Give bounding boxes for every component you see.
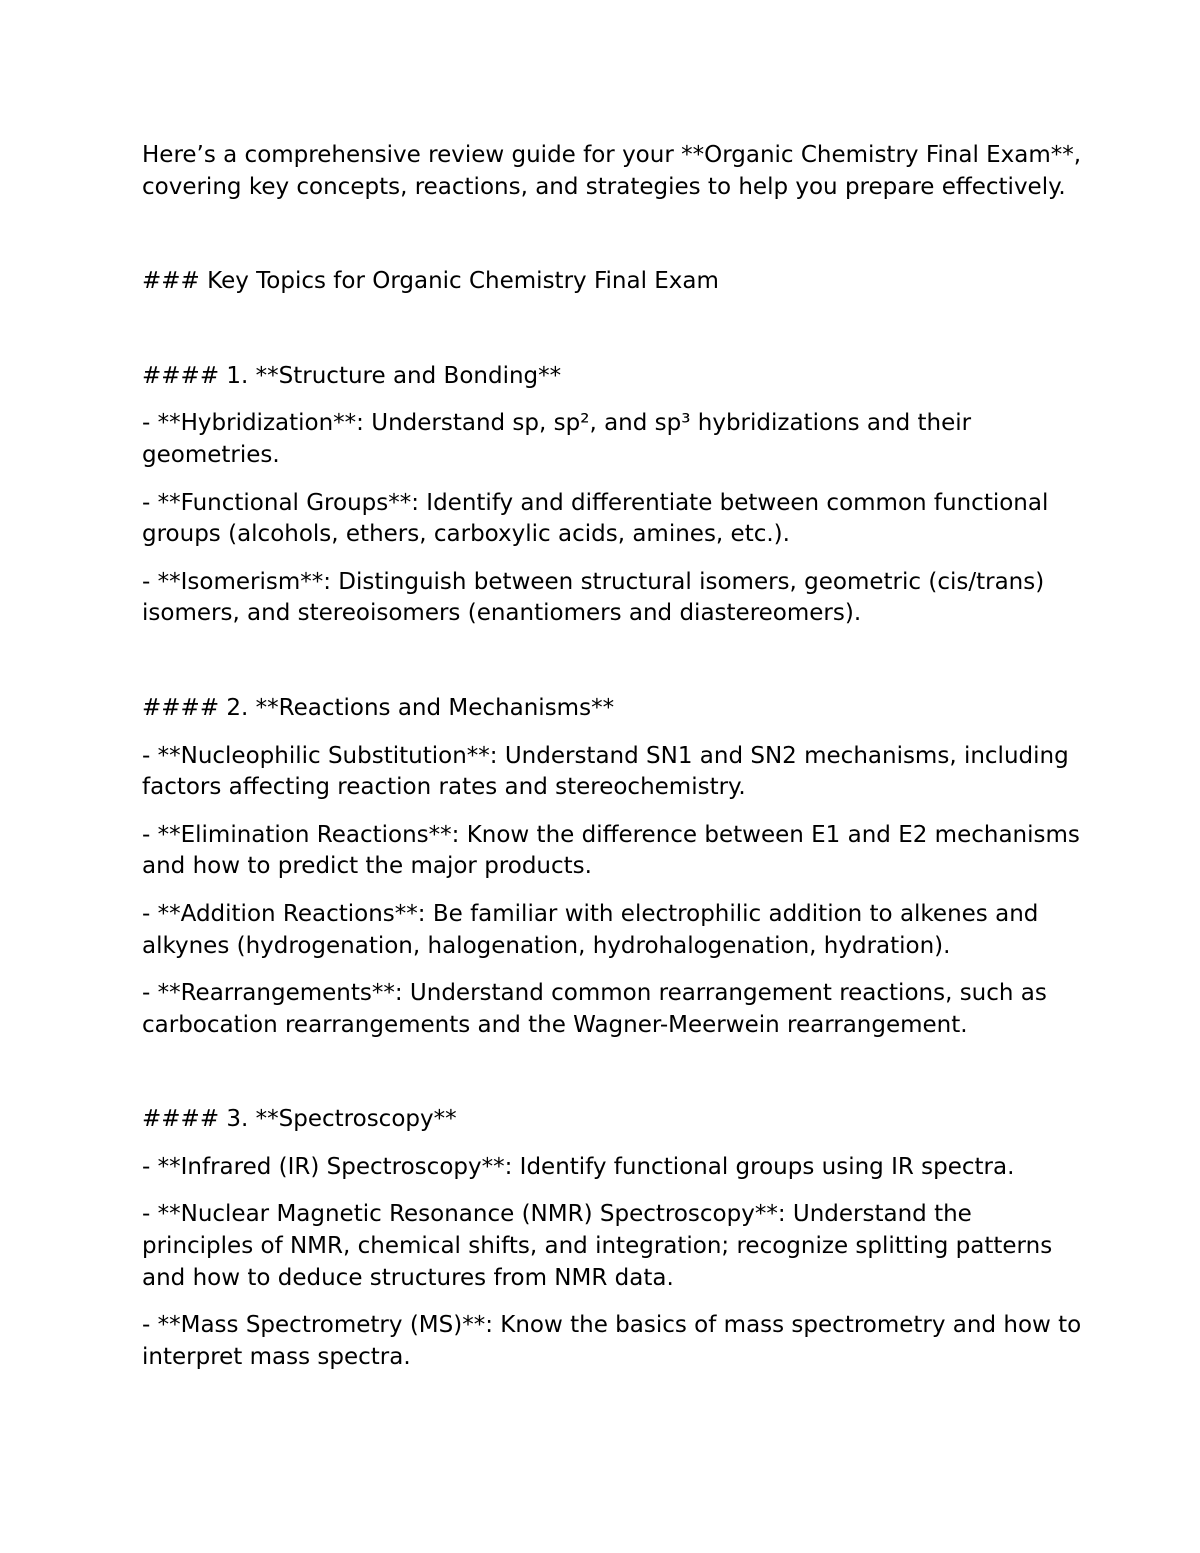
bullet-item: - **Addition Reactions**: Be familiar with electrophilic addition to alkenes and alkynes (hydrogenation, halogenation, hydrohalogenation, hydration). xyxy=(142,900,1039,959)
bullet-item: - **Mass Spectrometry (MS)**: Know the basics of mass spectrometry and how to interpret mass spectra. xyxy=(142,1312,1082,1370)
section-heading: #### 3. **Spectroscopy** xyxy=(142,1106,457,1133)
section-reactions-mechanisms xyxy=(142,693,1082,1041)
bullet-item: - **Elimination Reactions**: Know the difference between E1 and E2 mechanisms and how to predict the major products. xyxy=(142,821,1080,880)
section-structure-bonding xyxy=(142,361,1082,630)
bullet-item: - **Nuclear Magnetic Resonance (NMR) Spectroscopy**: Understand the principles of NMR, chemical shifts, and integration; recognize splitting patterns and how to deduce structures from NMR data. xyxy=(142,1201,1053,1291)
section-heading: #### 1. **Structure and Bonding** xyxy=(142,362,562,389)
document-page xyxy=(142,140,1082,1373)
bullet-item: - **Nucleophilic Substitution**: Understand SN1 and SN2 mechanisms, including factors affecting reaction rates and stereochemistry. xyxy=(142,742,1069,801)
bullet-item: - **Rearrangements**: Understand common rearrangement reactions, such as carbocation rearrangements and the Wagner-Meerwein rearrangement. xyxy=(142,980,1047,1038)
bullet-item: - **Hybridization**: Understand sp, sp², and sp³ hybridizations and their geometries. xyxy=(142,410,972,468)
intro-paragraph: Here’s a comprehensive review guide for your **Organic Chemistry Final Exam**, covering key concepts, reactions, and strategies to help you prepare effectively. xyxy=(142,142,1082,200)
section-heading: #### 2. **Reactions and Mechanisms** xyxy=(142,694,615,721)
bullet-item: - **Isomerism**: Distinguish between structural isomers, geometric (cis/trans) isomers, and stereoisomers (enantiomers and diastereomers). xyxy=(142,568,1045,627)
bullet-item: - **Infrared (IR) Spectroscopy**: Identify functional groups using IR spectra. xyxy=(142,1153,1015,1180)
section-spectroscopy xyxy=(142,1104,1082,1373)
main-heading: ### Key Topics for Organic Chemistry Final Exam xyxy=(142,268,719,295)
bullet-item: - **Functional Groups**: Identify and differentiate between common functional groups (alcohols, ethers, carboxylic acids, amines, etc.). xyxy=(142,489,1049,548)
